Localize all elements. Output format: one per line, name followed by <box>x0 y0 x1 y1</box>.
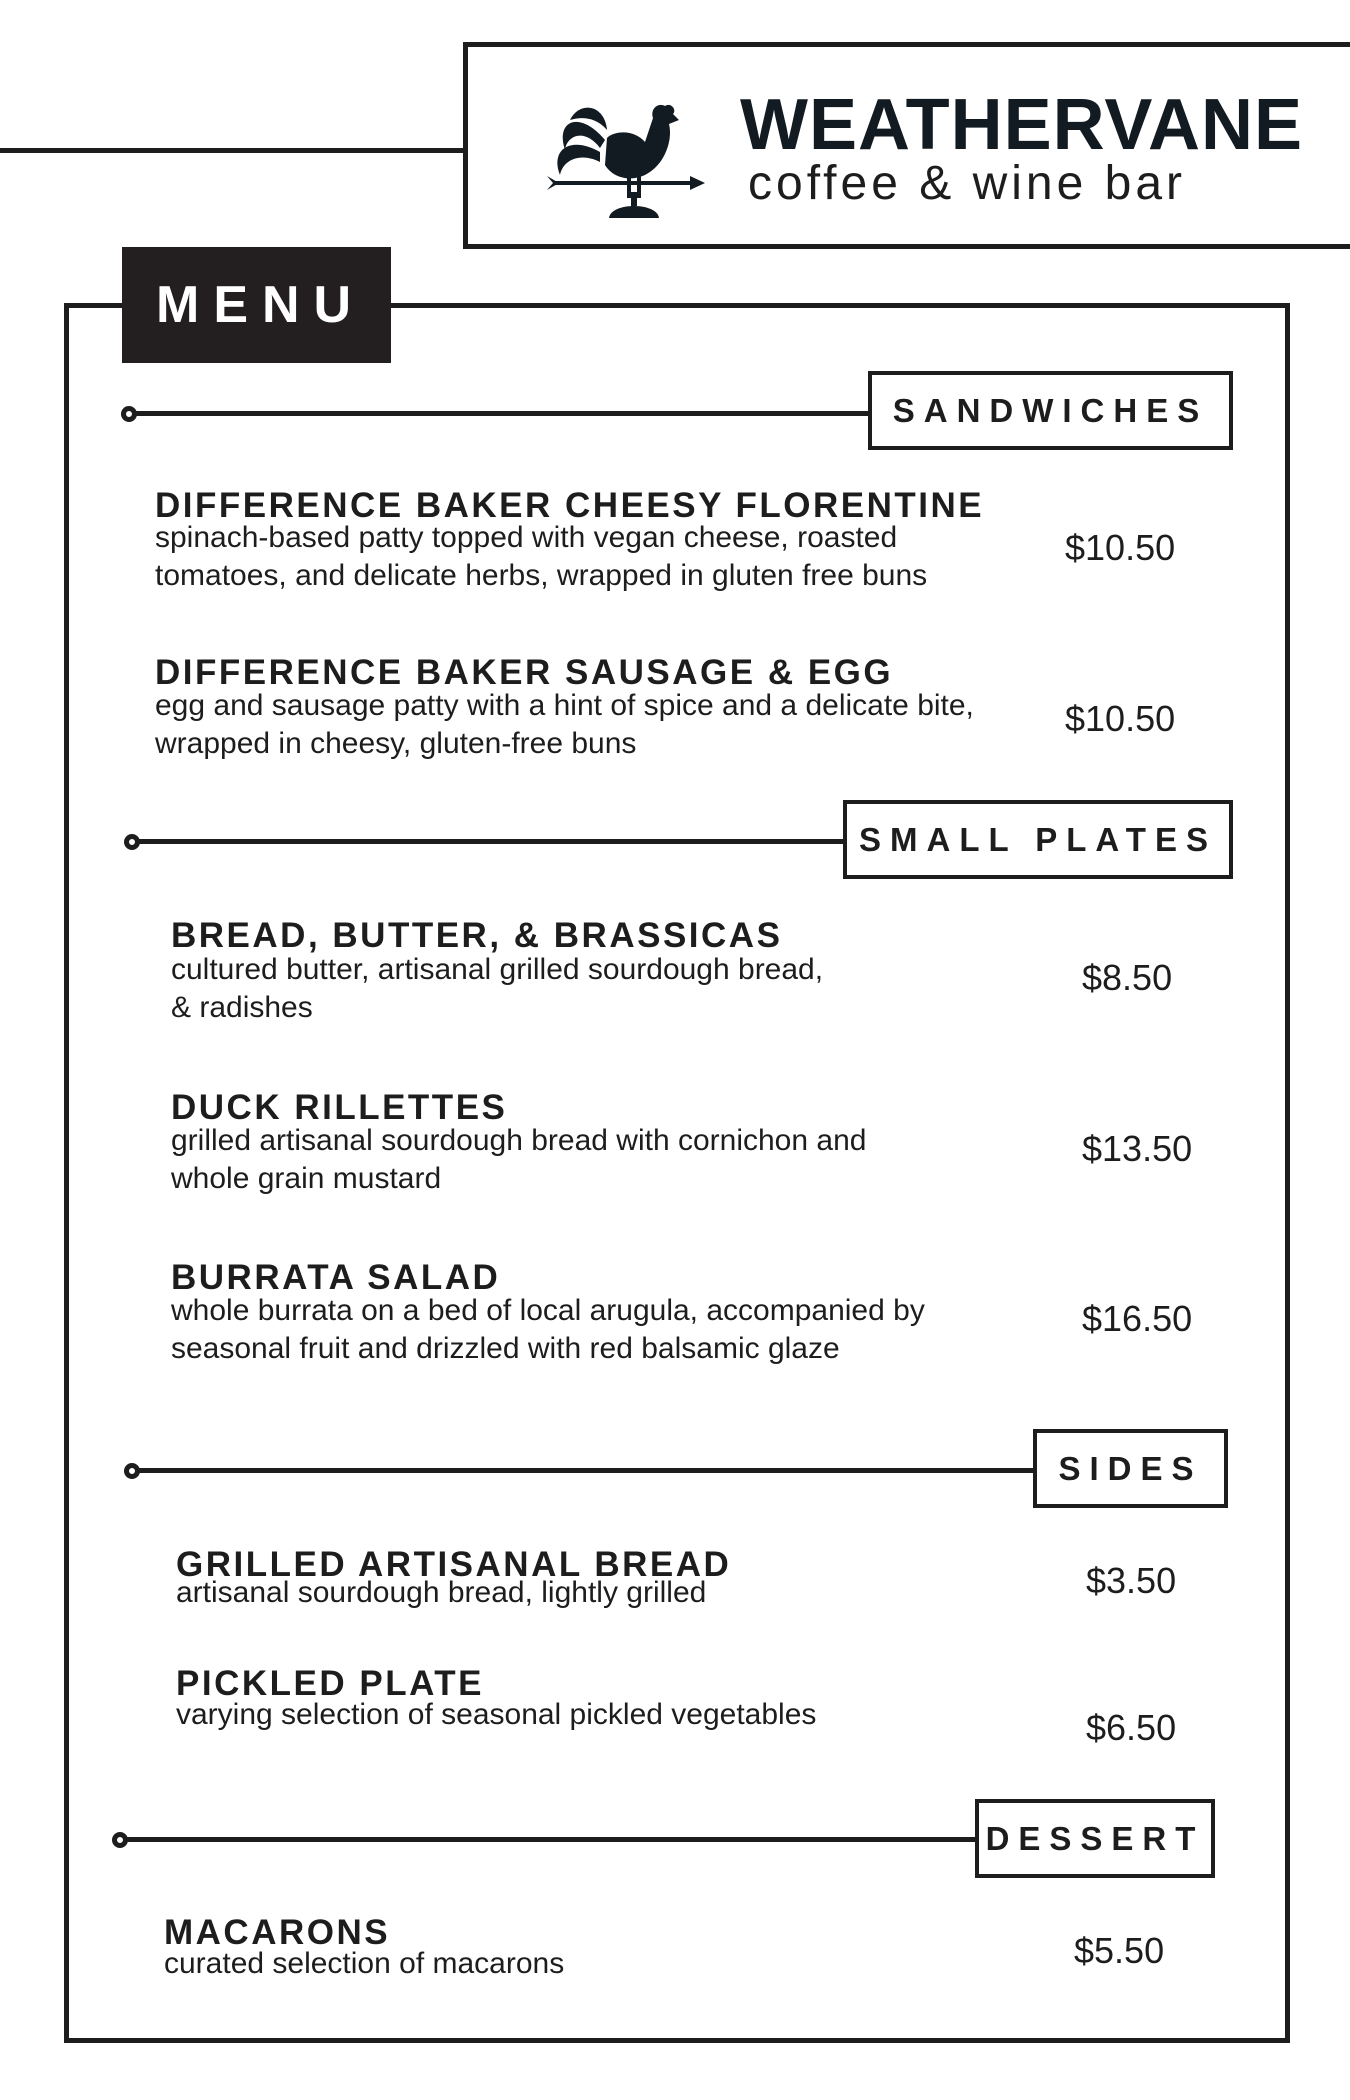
item-price: $16.50 <box>1082 1298 1193 1339</box>
item-name: BREAD, BUTTER, & BRASSICAS <box>171 916 783 955</box>
rooster-weathervane-logo <box>545 80 710 220</box>
item-name: PICKLED PLATE <box>176 1664 484 1703</box>
item-price: $8.50 <box>1082 957 1173 998</box>
item-name: DUCK RILLETTES <box>171 1088 508 1127</box>
item-name: BURRATA SALAD <box>171 1258 501 1297</box>
item-description: wrapped in cheesy, gluten-free buns <box>155 727 637 760</box>
item-description: cultured butter, artisanal grilled sourdough bread, <box>171 953 824 986</box>
header-rule <box>0 148 466 153</box>
item-description: grilled artisanal sourdough bread with cornichon and <box>171 1124 867 1157</box>
menu-label: MENU <box>122 247 391 363</box>
item-price: $13.50 <box>1082 1128 1193 1169</box>
item-price: $3.50 <box>1086 1560 1177 1601</box>
section-title-dessert: DESSERT <box>975 1799 1215 1878</box>
section-line <box>134 411 870 416</box>
item-description: seasonal fruit and drizzled with red balsamic glaze <box>171 1332 840 1365</box>
section-line <box>137 839 846 844</box>
section-line <box>125 1837 978 1842</box>
brand-name: WEATHERVANE <box>740 85 1304 165</box>
item-description: whole grain mustard <box>171 1162 442 1195</box>
item-description: spinach-based patty topped with vegan cheese, roasted <box>155 521 898 554</box>
section-title-sandwiches: SANDWICHES <box>868 371 1233 450</box>
item-description: & radishes <box>171 991 313 1024</box>
item-name: DIFFERENCE BAKER SAUSAGE & EGG <box>155 653 894 692</box>
item-description: artisanal sourdough bread, lightly grilled <box>176 1576 707 1609</box>
item-name: GRILLED ARTISANAL BREAD <box>176 1545 732 1584</box>
item-description: whole burrata on a bed of local arugula, accompanied by <box>171 1294 925 1327</box>
section-line <box>137 1468 1036 1473</box>
item-name: MACARONS <box>164 1913 391 1952</box>
brand-subtitle: coffee & wine bar <box>748 157 1187 210</box>
section-title-small-plates: SMALL PLATES <box>843 800 1233 879</box>
item-description: tomatoes, and delicate herbs, wrapped in gluten free buns <box>155 559 928 592</box>
item-price: $10.50 <box>1065 698 1176 739</box>
section-title-sides: SIDES <box>1033 1429 1228 1508</box>
item-description: egg and sausage patty with a hint of spice and a delicate bite, <box>155 689 974 722</box>
item-description: varying selection of seasonal pickled vegetables <box>176 1698 817 1731</box>
item-name: DIFFERENCE BAKER CHEESY FLORENTINE <box>155 486 985 525</box>
item-description: curated selection of macarons <box>164 1947 565 1980</box>
item-price: $10.50 <box>1065 527 1176 568</box>
item-price: $6.50 <box>1086 1707 1177 1748</box>
item-price: $5.50 <box>1074 1930 1165 1971</box>
